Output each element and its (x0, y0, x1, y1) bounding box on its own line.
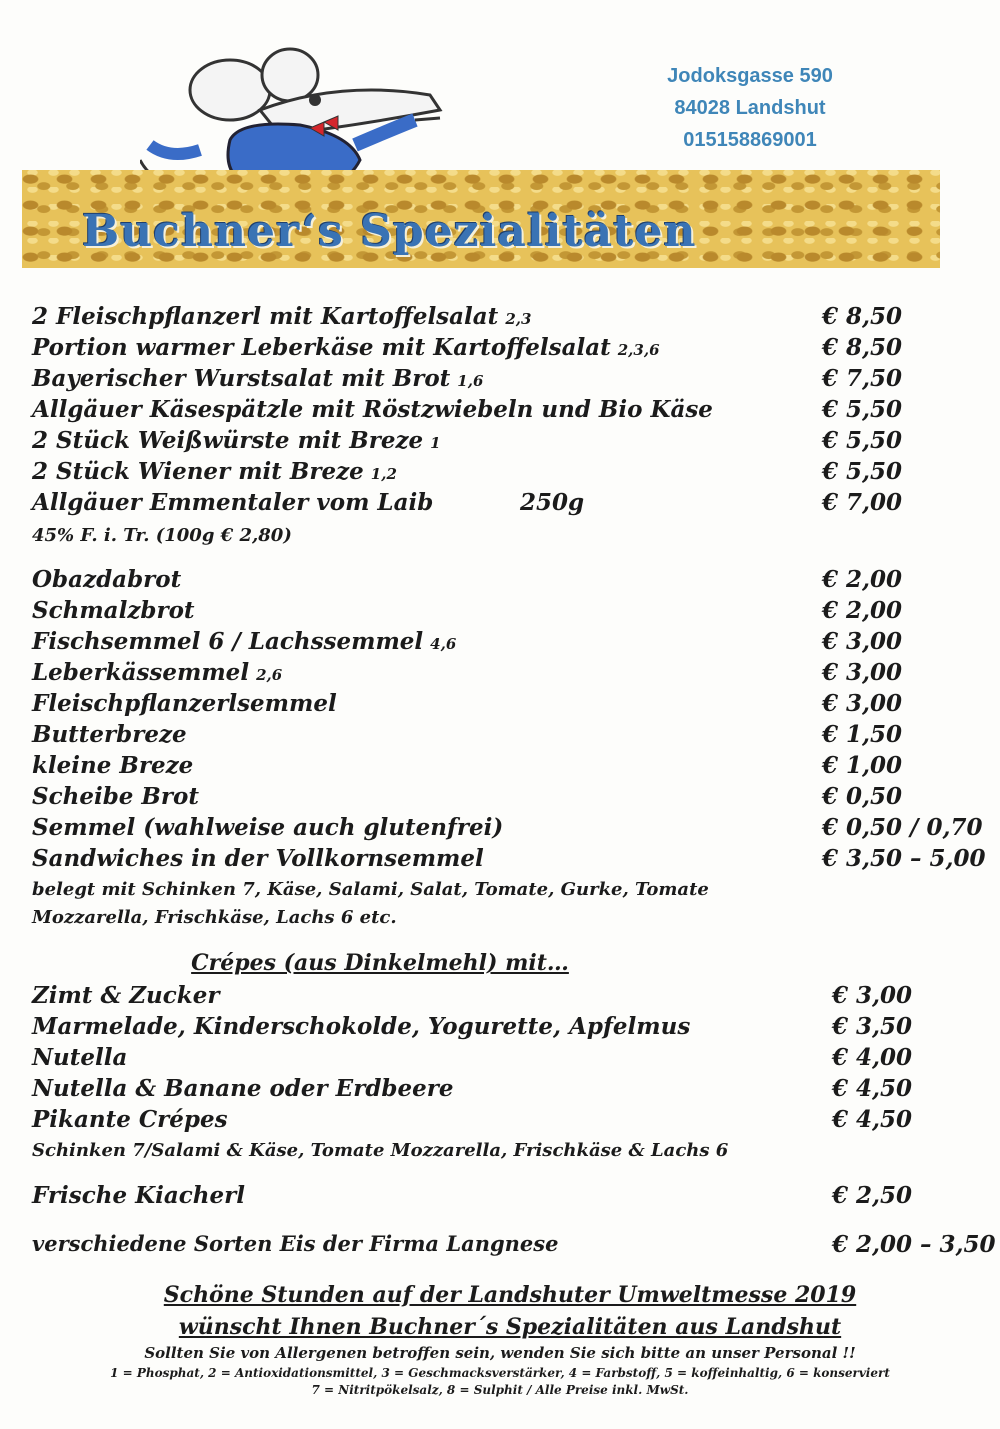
item-price: € 3,00 (832, 982, 913, 1009)
item-name: verschiedene Sorten Eis der Firma Langnese (32, 1231, 559, 1256)
item-name: Butterbreze (32, 721, 187, 748)
item-name: Semmel (wahlweise auch glutenfrei) (32, 814, 504, 841)
item-weight: 250g (520, 489, 585, 516)
menu-item (32, 690, 972, 722)
allergen-legend: 1 = Phosphat, 2 = Antioxidationsmittel, 3 = Geschmacksverstärker, 4 = Farbstoff, 5 = koffeinhaltig, 6 = konserviert (110, 1366, 890, 1380)
menu-item (32, 814, 983, 846)
menu-item (32, 365, 972, 397)
footer-line-1: Schöne Stunden auf der Landshuter Umweltmesse 2019 (163, 1282, 857, 1308)
item-allergens: 2,3,6 (617, 341, 660, 359)
item-name: Marmelade, Kinderschokolde, Yogurette, Apfelmus (32, 1013, 691, 1040)
item-name: Sandwiches in der Vollkornsemmel (32, 845, 484, 872)
menu-item (32, 1044, 972, 1076)
menu-item (32, 458, 972, 490)
menu-item (32, 597, 972, 629)
item-note: 45% F. i. Tr. (100g € 2,80) (32, 525, 292, 546)
item-allergens: 2,3 (505, 310, 532, 328)
item-name: Portion warmer Leberkäse mit Kartoffelsalat (32, 334, 611, 361)
menu-item (32, 566, 972, 598)
item-name: Fischsemmel 6 / Lachssemmel (32, 628, 424, 655)
item-price: € 8,50 (822, 303, 903, 330)
menu-item (32, 427, 972, 459)
menu-item (32, 1075, 972, 1107)
item-price: € 0,50 (822, 783, 903, 810)
item-price: € 5,50 (822, 396, 903, 423)
menu-item (32, 303, 972, 335)
menu-item (32, 752, 972, 784)
menu-item (32, 1013, 972, 1045)
item-price: € 5,50 (822, 427, 903, 454)
menu-item (32, 659, 972, 691)
item-price: € 4,50 (832, 1075, 913, 1102)
crepes-heading: Crépes (aus Dinkelmehl) mit… (191, 950, 569, 976)
menu-item (32, 1182, 972, 1214)
item-allergens: 1,2 (370, 465, 397, 483)
item-name: 2 Stück Weißwürste mit Breze (32, 427, 424, 454)
item-name: 2 Stück Wiener mit Breze (32, 458, 364, 485)
item-price: € 1,50 (822, 721, 903, 748)
item-name: Pikante Crépes (32, 1106, 228, 1133)
menu-item (32, 982, 972, 1014)
address-city: 84028 Landshut (674, 97, 826, 119)
item-name: Obazdabrot (32, 566, 182, 593)
item-price: € 0,50 / 0,70 (822, 814, 983, 841)
item-price: € 4,50 (832, 1106, 913, 1133)
menu-item (32, 1106, 972, 1138)
item-allergens: 1 (430, 434, 441, 452)
item-note: Schinken 7/Salami & Käse, Tomate Mozzarella, Frischkäse & Lachs 6 (32, 1140, 729, 1161)
cheese-banner (22, 170, 940, 268)
item-name: Nutella & Banane oder Erdbeere (32, 1075, 454, 1102)
menu-item (32, 489, 972, 521)
item-price: € 2,00 – 3,50 (832, 1231, 996, 1258)
footer-line-2: wünscht Ihnen Buchner´s Spezialitäten aus Landshut (178, 1314, 842, 1340)
address-block (620, 60, 880, 156)
item-price: € 3,00 (822, 690, 903, 717)
allergen-legend: 7 = Nitritpökelsalz, 8 = Sulphit / Alle Preise inkl. MwSt. (311, 1383, 689, 1397)
item-price: € 2,50 (832, 1182, 913, 1209)
item-price: € 4,00 (832, 1044, 913, 1071)
address-street: Jodoksgasse 590 (667, 65, 833, 87)
item-price: € 3,00 (822, 628, 903, 655)
item-price: € 3,00 (822, 659, 903, 686)
item-name: Leberkässemmel (32, 659, 250, 686)
menu-item (32, 1231, 996, 1263)
item-price: € 7,50 (822, 365, 903, 392)
item-note: belegt mit Schinken 7, Käse, Salami, Salat, Tomate, Gurke, Tomate (32, 879, 709, 900)
phone-number: 015158869001 (683, 129, 817, 151)
item-name: Allgäuer Emmentaler vom Laib (32, 489, 434, 516)
item-price: € 3,50 – 5,00 (822, 845, 986, 872)
item-name: Zimt & Zucker (32, 982, 220, 1009)
item-name: Scheibe Brot (32, 783, 199, 810)
item-note: Mozzarella, Frischkäse, Lachs 6 etc. (32, 907, 397, 928)
item-name: kleine Breze (32, 752, 194, 779)
item-price: € 2,00 (822, 597, 903, 624)
menu-item (32, 334, 972, 366)
menu-item (32, 783, 972, 815)
page-title: Buchner‘s Spezialitäten (82, 206, 697, 257)
item-price: € 7,00 (822, 489, 903, 516)
item-allergens: 4,6 (430, 635, 457, 653)
item-name: Nutella (32, 1044, 128, 1071)
menu-item (32, 721, 972, 753)
item-price: € 8,50 (822, 334, 903, 361)
item-price: € 2,00 (822, 566, 903, 593)
item-name: Bayerischer Wurstsalat mit Brot (32, 365, 451, 392)
item-price: € 5,50 (822, 458, 903, 485)
item-allergens: 1,6 (457, 372, 484, 390)
item-name: Frische Kiacherl (32, 1182, 245, 1209)
item-name: Allgäuer Käsespätzle mit Röstzwiebeln und Bio Käse (32, 396, 713, 423)
menu-item (32, 628, 972, 660)
item-name: Fleischpflanzerlsemmel (32, 690, 337, 717)
item-allergens: 2,6 (256, 666, 283, 684)
item-price: € 3,50 (832, 1013, 913, 1040)
menu-item (32, 396, 972, 428)
menu-item (32, 845, 986, 877)
allergy-note: Sollten Sie von Allergenen betroffen sein, wenden Sie sich bitte an unser Personal !! (144, 1344, 856, 1362)
item-name: 2 Fleischpflanzerl mit Kartoffelsalat (32, 303, 499, 330)
item-price: € 1,00 (822, 752, 903, 779)
item-name: Schmalzbrot (32, 597, 195, 624)
